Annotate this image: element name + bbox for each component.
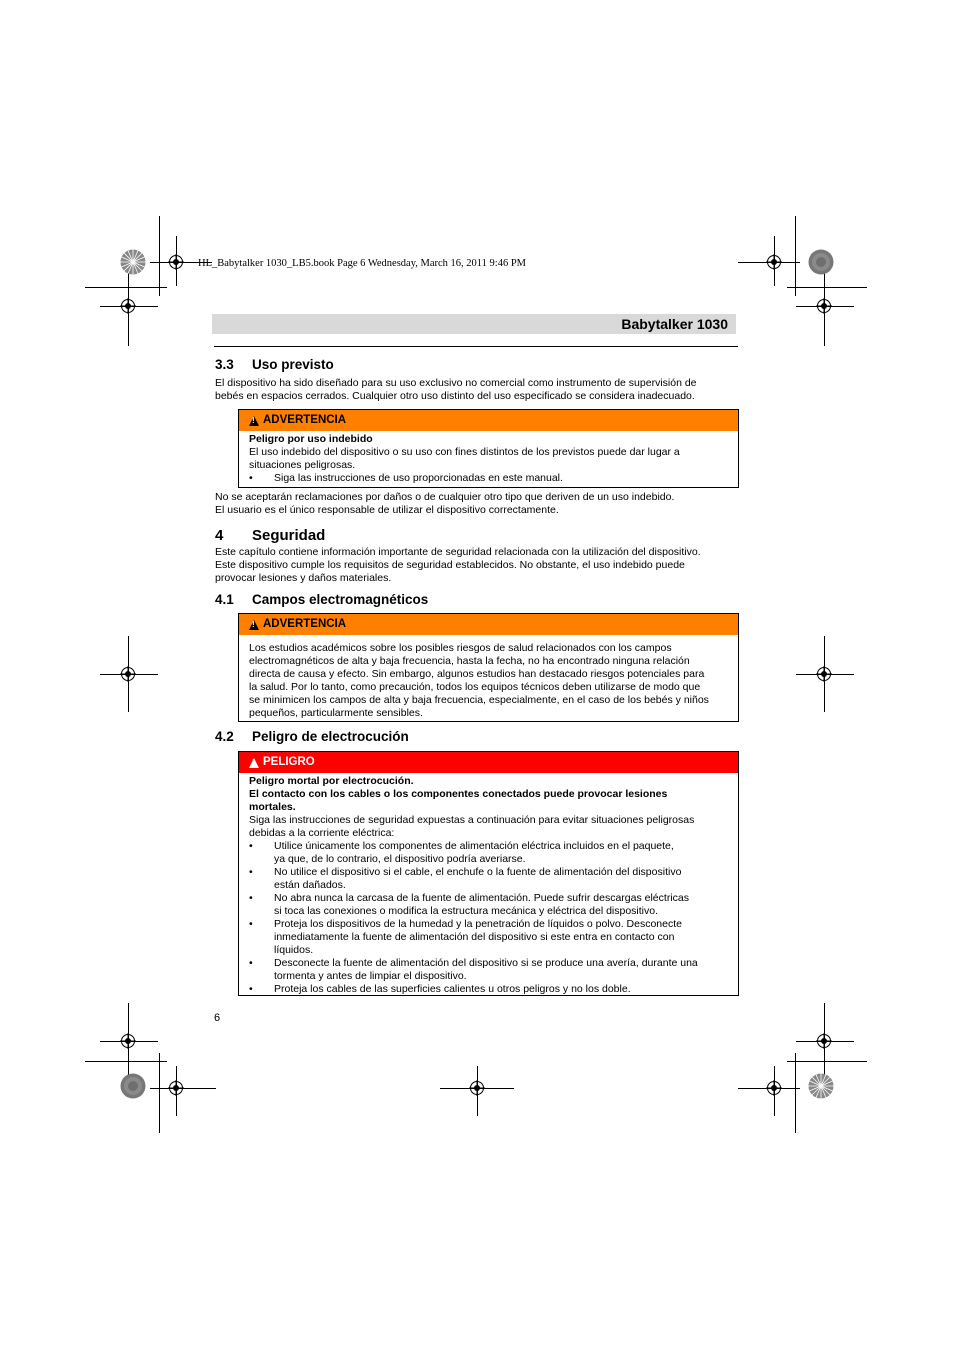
- section-number: 4.2: [215, 729, 234, 744]
- warning-box-emf: [238, 613, 739, 722]
- warning-box-body: [239, 635, 738, 724]
- registration-mark-icon: [120, 298, 136, 314]
- list-item: [249, 892, 728, 918]
- list-item-line: líquidos.: [274, 944, 314, 956]
- section-4-paragraph: [215, 546, 745, 585]
- warning-line: la salud. Por lo tanto, como precaución, todos los equipos técnicos deben utilizarse de modo que: [249, 681, 701, 693]
- warning-box-header: [239, 614, 738, 635]
- danger-bold-line: El contacto con los cables o los componentes conectados puede provocar lesiones: [249, 788, 668, 800]
- danger-bullet-list: [249, 840, 728, 996]
- warning-triangle-icon: [249, 758, 259, 768]
- warning-line: electromagnéticos de alta y baja frecuencia, hasta la fecha, no ha encontrado ninguna relación: [249, 655, 690, 667]
- gray-target-icon: [120, 1073, 146, 1099]
- section-4-2-heading: [215, 729, 409, 744]
- paragraph-line: No se aceptarán reclamaciones por daños o de cualquier otro tipo que deriven de un uso indebido.: [215, 491, 675, 503]
- section-number: 3.3: [215, 357, 234, 372]
- warning-box-body: [239, 431, 738, 489]
- warning-triangle-icon: [249, 416, 259, 426]
- paragraph-line: El dispositivo ha sido diseñado para su uso exclusivo no comercial como instrumento de supervisión de: [215, 377, 697, 389]
- danger-line: Siga las instrucciones de seguridad expuestas a continuación para evitar situaciones peligrosas: [249, 814, 695, 826]
- danger-bold-line: mortales.: [249, 801, 296, 813]
- warning-line: El uso indebido del dispositivo o su uso con fines distintos de los previstos puede dar lugar a: [249, 446, 680, 458]
- registration-mark-icon: [168, 254, 184, 270]
- list-item-line: están dañados.: [274, 879, 346, 891]
- registration-mark-icon: [766, 254, 782, 270]
- section-title: Seguridad: [252, 527, 326, 544]
- section-number: 4: [215, 527, 224, 544]
- danger-box-header: [239, 752, 738, 773]
- list-item-line: inmediatamente la fuente de alimentación del dispositivo si este entra en contacto con: [274, 931, 675, 943]
- section-title: Campos electromagnéticos: [252, 592, 429, 607]
- section-4-heading: [215, 527, 325, 544]
- list-item: [249, 957, 728, 983]
- page-header-bar: [212, 314, 736, 334]
- danger-line: debidas a la corriente eléctrica:: [249, 827, 395, 839]
- print-header: HL_Babytalker 1030_LB5.book Page 6 Wednesday, March 16, 2011 9:46 PM: [198, 258, 527, 269]
- registration-mark-icon: [816, 298, 832, 314]
- section-title: Peligro de electrocución: [252, 729, 409, 744]
- warning-triangle-icon: [249, 620, 259, 630]
- registration-mark-icon: [816, 666, 832, 682]
- starburst-target-icon: [120, 249, 146, 275]
- starburst-target-icon: [808, 1073, 834, 1099]
- paragraph-line: Este dispositivo cumple los requisitos de seguridad establecidos. No obstante, el uso indebido puede: [215, 559, 685, 571]
- danger-box-electrocution: [238, 751, 739, 996]
- paragraph-line: El usuario es el único responsable de utilizar el dispositivo correctamente.: [215, 504, 559, 516]
- list-item: [249, 918, 728, 957]
- header-divider: [214, 346, 738, 347]
- registration-mark-icon: [168, 1080, 184, 1096]
- list-item-line: si toca las conexiones o modifica la estructura mecánica y eléctrica del dispositivo.: [274, 905, 659, 917]
- list-item-line: • No abra nunca la carcasa de la fuente de alimentación. Puede sufrir descargas eléctricas: [274, 892, 689, 904]
- section-title: Uso previsto: [252, 357, 334, 372]
- danger-heading: Peligro mortal por electrocución.: [249, 775, 414, 787]
- warning-line: situaciones peligrosas.: [249, 459, 356, 471]
- section-3-3-heading: [215, 357, 334, 372]
- list-item-line: • Proteja los dispositivos de la humedad y la penetración de líquidos o polvo. Desconecte: [274, 918, 682, 930]
- registration-mark-icon: [766, 1080, 782, 1096]
- warning-heading: Peligro por uso indebido: [249, 433, 373, 445]
- list-item: [249, 840, 728, 866]
- list-item-line: ya que, de lo contrario, el dispositivo podría averiarse.: [274, 853, 526, 865]
- section-4-1-heading: [215, 592, 428, 607]
- page-header-title: Babytalker 1030: [621, 316, 728, 332]
- paragraph-line: Este capítulo contiene información importante de seguridad relacionada con la utilización del dispositivo.: [215, 546, 701, 558]
- warning-line: directa de causa y efecto. Sin embargo, algunos estudios han destacado riesgos potenciales para: [249, 668, 705, 680]
- list-item-line: • Desconecte la fuente de alimentación del dispositivo si se produce una avería, durante una: [274, 957, 698, 969]
- list-item-line: • Utilice únicamente los componentes de alimentación eléctrica incluidos en el paquete,: [274, 840, 674, 852]
- section-3-3-after-paragraph: [215, 491, 745, 517]
- list-item: • Siga las instrucciones de uso proporcionadas en este manual.: [249, 472, 728, 485]
- registration-mark-icon: [120, 1033, 136, 1049]
- danger-label: PELIGRO: [263, 756, 315, 768]
- list-item-line: • No utilice el dispositivo si el cable, el enchufe o la fuente de alimentación del dispositivo: [274, 866, 682, 878]
- page-number: 6: [214, 1012, 221, 1024]
- warning-line: Los estudios académicos sobre los posibles riesgos de salud relacionados con los campos: [249, 642, 672, 654]
- section-number: 4.1: [215, 592, 234, 607]
- paragraph-line: bebés en espacios cerrados. Cualquier otro uso distinto del uso especificado se considera inadecuado.: [215, 390, 695, 402]
- registration-mark-icon: [120, 666, 136, 682]
- registration-mark-icon: [469, 1080, 485, 1096]
- warning-label: ADVERTENCIA: [263, 618, 347, 630]
- list-item-line: tormenta y antes de limpiar el dispositivo.: [274, 970, 467, 982]
- warning-box-misuse: [238, 409, 739, 488]
- paragraph-line: provocar lesiones y daños materiales.: [215, 572, 392, 584]
- warning-box-header: [239, 410, 738, 431]
- warning-line: se minimicen los campos de alta y baja frecuencia, especialmente, en el caso de los bebés y niños: [249, 694, 709, 706]
- warning-label: ADVERTENCIA: [263, 414, 347, 426]
- registration-mark-icon: [816, 1033, 832, 1049]
- danger-box-body: [239, 773, 738, 1000]
- section-3-3-paragraph: [215, 377, 745, 403]
- gray-target-icon: [808, 249, 834, 275]
- warning-bullet-list: [249, 472, 728, 485]
- list-item-line: • Proteja los cables de las superficies calientes u otros peligros y no los doble.: [274, 983, 631, 995]
- list-item: [249, 866, 728, 892]
- warning-line: pequeños, particularmente sensibles.: [249, 707, 423, 719]
- list-item: [249, 983, 728, 996]
